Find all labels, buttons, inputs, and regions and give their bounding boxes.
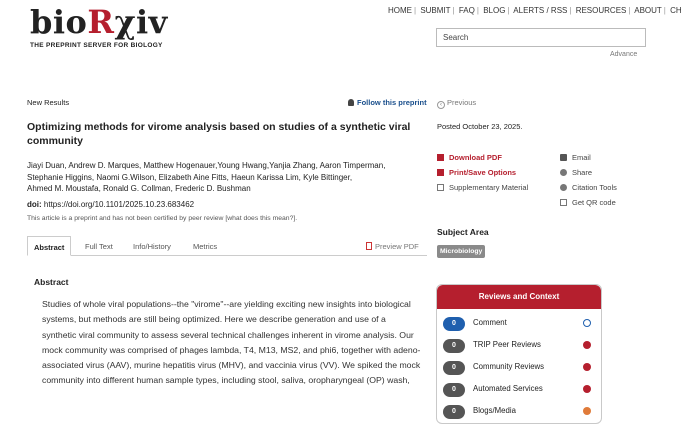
abstract-text: Studies of whole viral populations--the "virome"--are yielding exciting new insights into biological systems, but methods are still being optimized. Here we describe generation and use of a synthetic viral community to assess several technical challenges inherent in virome analysis. Our mock community was comprised of phages lambda, T4, M13, MS2, and phi6, together with adeno-associated virus (AAV), murine hepatitis virus (MHV), and vaccinia virus (VV). We spiked the mock community into different human sample types, including stool, saliva, oropharyngeal (OP) wash, [42, 299, 421, 386]
follow-button[interactable]: Follow this preprint [348, 98, 427, 107]
top-nav: HOME | SUBMIT | FAQ | BLOG | ALERTS / RSS | RESOURCES | ABOUT | CH [388, 6, 682, 15]
previous-link[interactable]: ‹ Previous [437, 98, 476, 109]
nav-home[interactable]: HOME [388, 6, 412, 15]
pdf-icon [437, 154, 444, 161]
logo-wordmark: bioRχiv [30, 3, 168, 41]
subject-badge[interactable]: Microbiology [437, 245, 485, 258]
community-icon [583, 363, 591, 371]
author-list [27, 160, 407, 195]
authors-line-1[interactable]: Jiayi Duan, Andrew D. Marques, Matthew Hogenauer,Young Hwang,Yanjia Zhang, Aaron Timperman, [27, 161, 386, 170]
preview-pdf-link[interactable]: Preview PDF [366, 242, 419, 251]
citation-tools-link[interactable]: Citation Tools [560, 180, 617, 195]
trip-icon [583, 341, 591, 349]
tab-info-history[interactable]: Info/History [133, 242, 171, 251]
download-pdf-link[interactable]: Download PDF [437, 150, 528, 165]
share-link[interactable]: Share [560, 165, 617, 180]
comment-count: 0 [443, 317, 465, 331]
nav-alerts[interactable]: ALERTS / RSS [513, 6, 568, 15]
nav-submit[interactable]: SUBMIT [420, 6, 451, 15]
tab-metrics[interactable]: Metrics [193, 242, 218, 251]
reviews-context-panel [436, 284, 602, 424]
gears-icon [583, 385, 591, 393]
print-icon [437, 169, 444, 176]
quote-icon [560, 184, 567, 191]
authors-line-3[interactable]: Ahmed M. Moustafa, Ronald G. Collman, Frederic D. Bushman [27, 184, 251, 193]
community-count: 0 [443, 361, 465, 375]
review-row-community[interactable]: 0 Community Reviews [437, 357, 601, 379]
email-link[interactable]: Email [560, 150, 617, 165]
review-row-trip[interactable]: 0 TRIP Peer Reviews [437, 335, 601, 357]
authors-line-2[interactable]: Stephanie Higgins, Naomi G.Wilson, Elizabeth Aine Fitts, Haeun Karissa Lim, Kyle Bittinger, [27, 172, 353, 182]
subject-area-heading: Subject Area [437, 227, 489, 237]
posted-date: Posted October 23, 2025. [437, 122, 523, 131]
automated-count: 0 [443, 383, 465, 397]
blogs-count: 0 [443, 405, 465, 419]
supplementary-link[interactable]: Supplementary Material [437, 180, 528, 195]
qr-code-link[interactable]: Get QR code [560, 195, 617, 210]
nav-channels[interactable]: CH [670, 6, 682, 15]
review-row-blogs[interactable]: 0 Blogs/Media [437, 401, 601, 423]
review-row-automated[interactable]: 0 Automated Services [437, 379, 601, 401]
article-title: Optimizing methods for virome analysis based on studies of a synthetic viral community [27, 121, 411, 147]
biorxiv-logo[interactable] [30, 4, 168, 49]
review-row-comment[interactable]: 0 Comment [437, 313, 601, 335]
nav-resources[interactable]: RESOURCES [575, 6, 627, 15]
print-save-link[interactable]: Print/Save Options [437, 165, 528, 180]
nav-blog[interactable]: BLOG [483, 6, 506, 15]
nav-about[interactable]: ABOUT [634, 6, 662, 15]
comment-icon [583, 319, 591, 327]
bell-icon [348, 99, 354, 106]
tab-full-text[interactable]: Full Text [85, 242, 113, 251]
trip-count: 0 [443, 339, 465, 353]
chevron-left-icon: ‹ [437, 101, 445, 109]
article-actions-right [560, 150, 617, 210]
logo-tagline: THE PREPRINT SERVER FOR BIOLOGY [30, 42, 163, 49]
advanced-search-link[interactable]: Advance [610, 51, 638, 58]
peer-review-disclaimer: This article is a preprint and has not been certified by peer review [what does this mean?]. [27, 215, 298, 222]
rss-icon [583, 407, 591, 415]
reviews-context-heading: Reviews and Context [437, 285, 601, 309]
nav-faq[interactable]: FAQ [458, 6, 475, 15]
search-input[interactable]: Search [436, 28, 646, 47]
doi: doi: https://doi.org/10.1101/2025.10.23.683462 [27, 200, 195, 209]
abstract-heading: Abstract [34, 277, 69, 287]
qr-code-icon [560, 199, 567, 206]
article-section: New Results [27, 98, 70, 107]
file-icon [437, 184, 444, 191]
pdf-icon [366, 242, 372, 250]
envelope-icon [560, 154, 567, 161]
doi-link[interactable]: https://doi.org/10.1101/2025.10.23.683462 [43, 200, 195, 209]
share-icon [560, 169, 567, 176]
tab-abstract[interactable]: Abstract [27, 236, 71, 256]
article-actions-left [437, 150, 528, 195]
